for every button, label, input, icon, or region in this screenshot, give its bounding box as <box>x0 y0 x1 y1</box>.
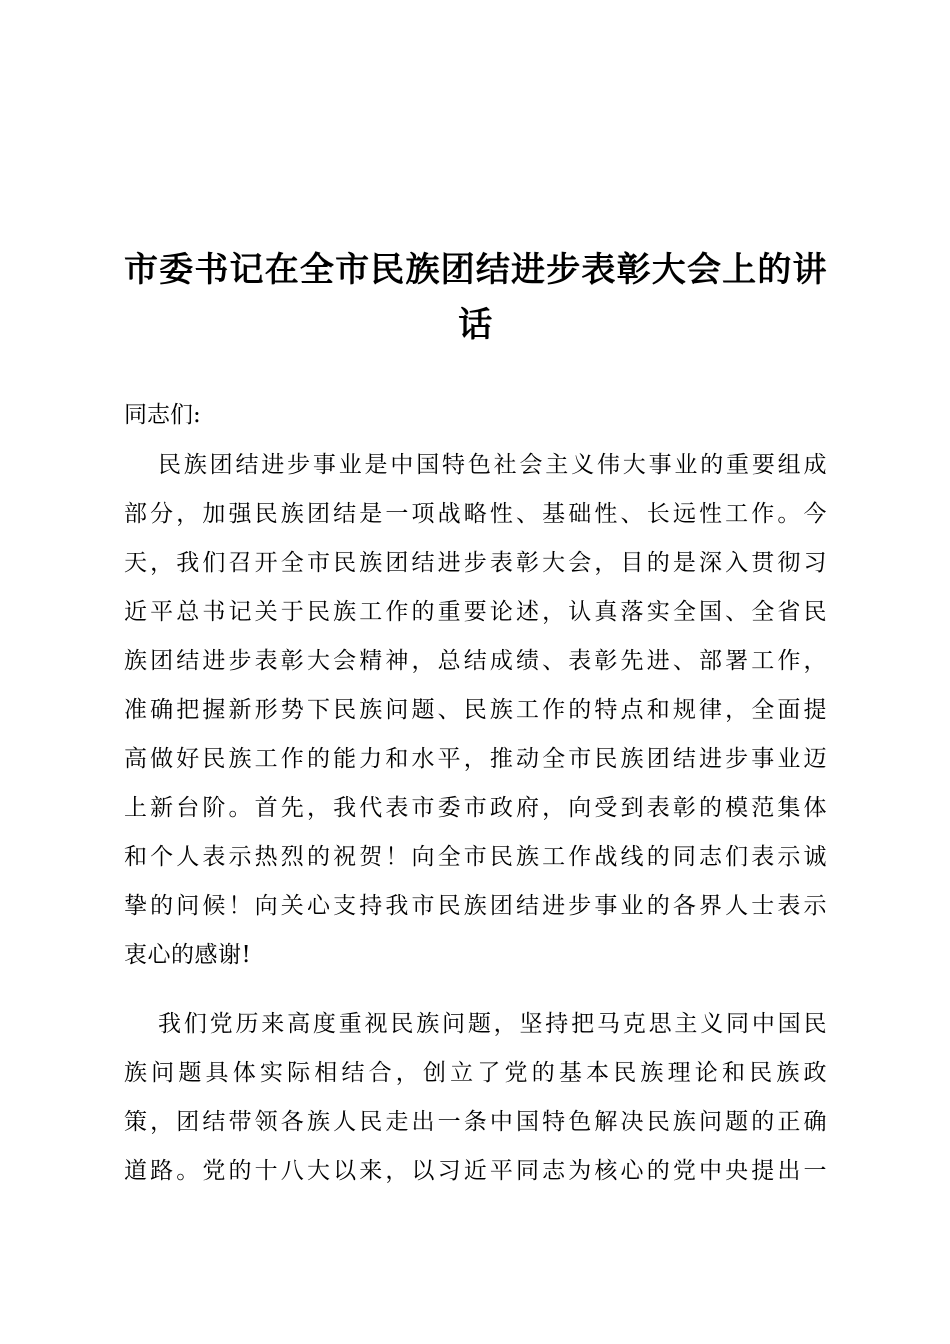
document-title <box>124 243 827 353</box>
paragraph-line: 我们党历来高度重视民族问题，坚持把马克思主义同中国民 <box>158 1011 827 1037</box>
salutation: 同志们: <box>124 402 201 428</box>
paragraph-line: 部分，加强民族团结是一项战略性、基础性、长远性工作。今 <box>124 501 827 527</box>
paragraph-line: 挚的问候！向关心支持我市民族团结进步事业的各界人士表示 <box>124 893 827 919</box>
paragraph-line: 族团结进步表彰大会精神，总结成绩、表彰先进、部署工作， <box>124 648 827 674</box>
paragraph-line: 族问题具体实际相结合，创立了党的基本民族理论和民族政 <box>124 1060 827 1086</box>
paragraph-line: 天，我们召开全市民族团结进步表彰大会，目的是深入贯彻习 <box>124 550 827 576</box>
body-paragraph-2 <box>124 1000 827 1196</box>
paragraph-line: 准确把握新形势下民族问题、民族工作的特点和规律，全面提 <box>124 697 827 723</box>
title-line-1: 市委书记在全市民族团结进步表彰大会上的讲 <box>124 250 827 290</box>
paragraph-line: 衷心的感谢! <box>124 942 252 968</box>
paragraph-line: 上新台阶。首先，我代表市委市政府，向受到表彰的模范集体 <box>124 795 827 821</box>
title-line-2: 话 <box>458 305 493 345</box>
paragraph-line: 道路。党的十八大以来，以习近平同志为核心的党中央提出一 <box>124 1158 827 1184</box>
paragraph-line: 近平总书记关于民族工作的重要论述，认真落实全国、全省民 <box>124 599 827 625</box>
paragraph-line: 和个人表示热烈的祝贺！向全市民族工作战线的同志们表示诚 <box>124 844 827 870</box>
paragraph-line: 民族团结进步事业是中国特色社会主义伟大事业的重要组成 <box>158 452 827 478</box>
paragraph-line: 高做好民族工作的能力和水平，推动全市民族团结进步事业迈 <box>124 746 827 772</box>
body-paragraph-1 <box>124 441 827 980</box>
paragraph-line: 策，团结带领各族人民走出一条中国特色解决民族问题的正确 <box>124 1109 827 1135</box>
